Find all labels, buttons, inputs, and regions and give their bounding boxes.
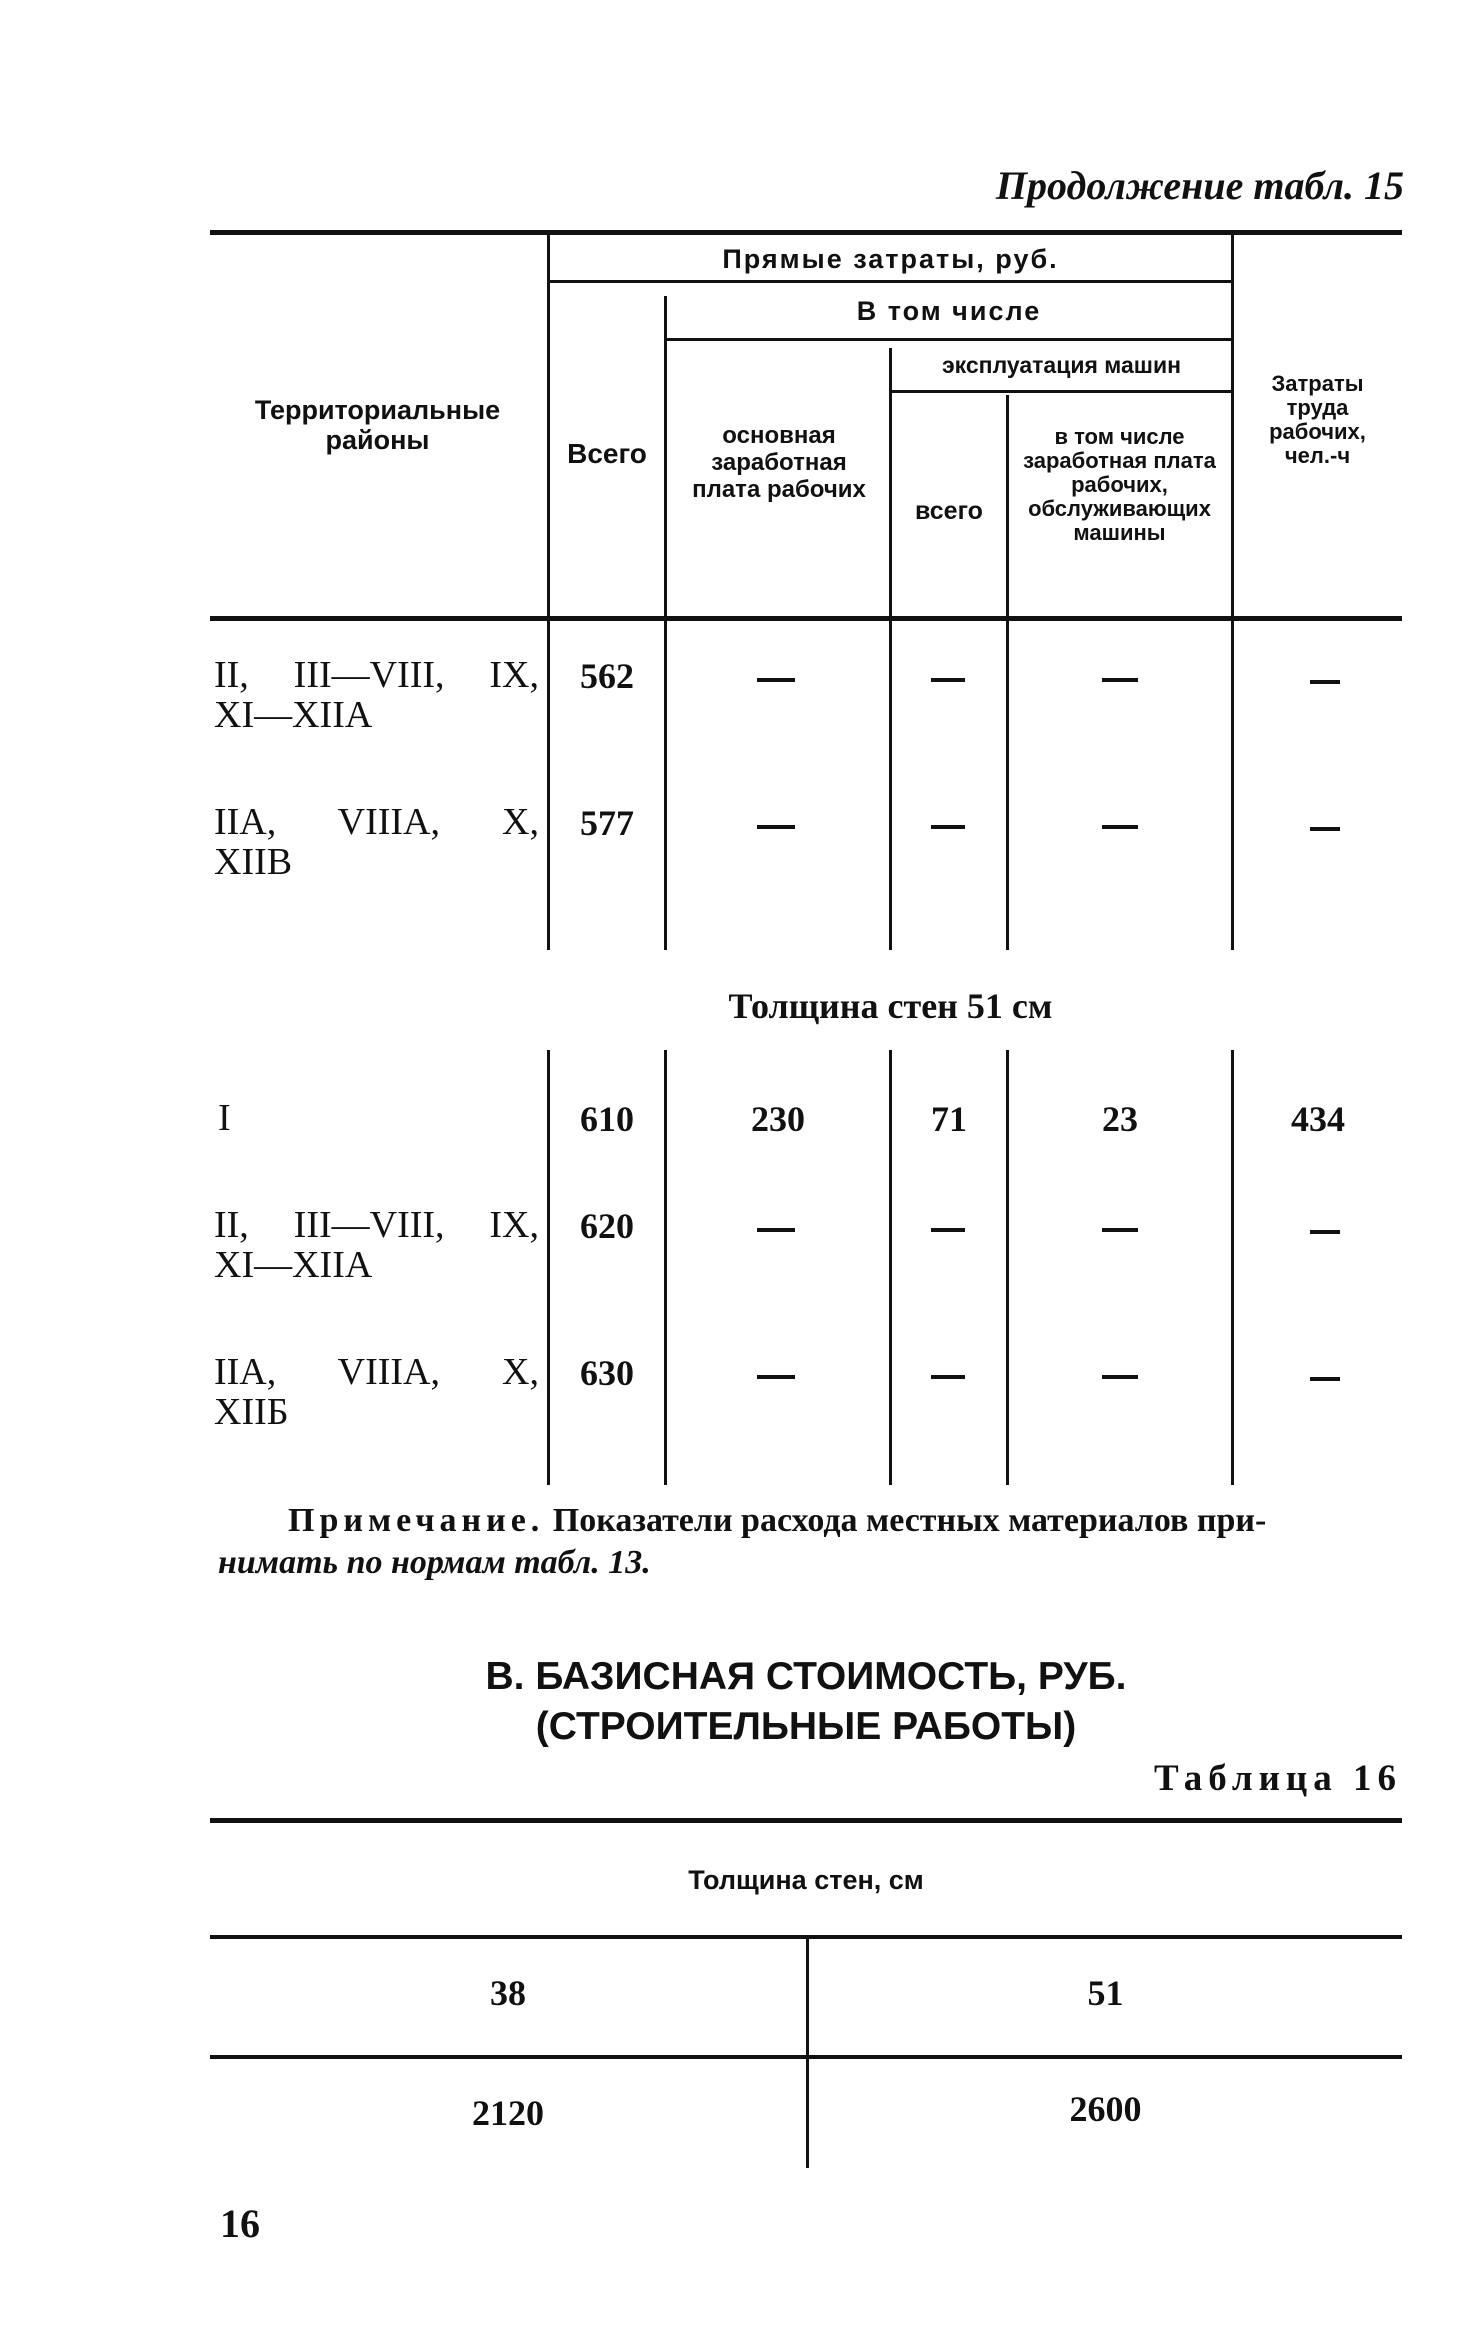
col-header-district: Территориальные районы [254,395,501,455]
col-header-direct-costs: Прямые затраты, руб. [722,244,1059,274]
note-label: Примечание. [288,1502,545,1539]
body-divider-3 [889,620,892,950]
cell-machine-wage-dash [1102,678,1138,682]
table16-caption: Таблица 16 [1154,1758,1402,1799]
table16-mid-rule [210,2055,1402,2059]
header-divider-5 [1231,233,1234,618]
table15-header-bottom-rule [210,616,1402,621]
section-heading-line: (СТРОИТЕЛЬНЫЕ РАБОТЫ) [535,1705,1077,1748]
table-row-district: IIA, VIIIA, X, [214,1351,539,1393]
header-rule-direct-costs [550,280,1231,283]
note-text: нимать по нормам табл. 13. [218,1544,651,1581]
col-header-machine-total: всего [915,497,983,525]
header-rule-machines [892,390,1231,393]
cell-labor-dash [1310,680,1340,684]
table-row-district: II, III—VIII, IX, [214,654,539,696]
col-header-labor: Затраты труда рабочих, чел.-ч [1269,371,1366,468]
section-title-wall-51: Толщина стен 51 см [728,986,1053,1026]
section-heading-line: В. БАЗИСНАЯ СТОИМОСТЬ, РУБ. [485,1655,1127,1698]
table16-col-51: 51 [1087,1973,1124,2013]
col-header-including: В том числе [856,296,1042,326]
table16-header: Толщина стен, см [688,1865,924,1895]
note [218,1500,1402,1584]
table15-top-rule [210,230,1402,235]
body-divider-5 [1231,620,1234,950]
col-header-total: Всего [567,438,647,469]
table16-value-51: 2600 [1069,2089,1142,2129]
body-divider-2 [664,620,667,950]
cell-machine-wage: 23 [1102,1099,1138,1139]
section-heading [210,1652,1402,1752]
note-text: Показатели расхода местных материалов при- [552,1502,1267,1539]
cell-machine-wage-dash [1102,1228,1138,1232]
header-rule-including [667,338,1231,341]
cell-basic-wage-dash [757,1375,795,1379]
table-row-district: XI—XIIA [214,694,373,736]
cell-machine-total-dash [931,678,965,682]
header-divider-3 [889,348,892,618]
cell-machine-wage-dash [1102,1375,1138,1379]
table16-col-38: 38 [490,1973,526,2013]
page-number: 16 [220,2201,260,2246]
cell-total: 620 [580,1206,634,1246]
body-divider-4 [1006,620,1009,950]
table-row-district: I [218,1097,231,1139]
header-divider-2 [664,296,667,618]
cell-machine-total: 71 [931,1099,967,1139]
table16-value-38: 2120 [472,2093,544,2133]
col-header-machine-wage: в том числе заработная плата рабочих, обслуживающих машины [1023,424,1216,545]
cell-total: 610 [580,1099,634,1139]
table-row-district: II, III—VIII, IX, [214,1204,539,1246]
cell-basic-wage-dash [757,825,795,829]
cell-machine-total-dash [931,1228,965,1232]
cell-machine-wage-dash [1102,825,1138,829]
col-header-basic-wage: основная заработная плата рабочих [692,422,866,503]
cell-labor: 434 [1291,1099,1345,1139]
table-row-district: XIIB [214,841,293,883]
table-row-district: XIIБ [214,1391,289,1433]
cell-total: 577 [580,803,634,843]
header-divider-4 [1006,395,1009,618]
cell-basic-wage-dash [757,678,795,682]
cell-basic-wage-dash [757,1228,795,1232]
cell-labor-dash [1310,1230,1340,1234]
header-divider-1 [547,233,550,618]
table-row-district: IIA, VIIIA, X, [214,801,539,843]
cell-total: 630 [580,1353,634,1393]
cell-basic-wage: 230 [751,1099,805,1139]
continuation-header: Продолжение табл. 15 [995,163,1404,208]
cell-labor-dash [1310,827,1340,831]
cell-machine-total-dash [931,825,965,829]
col-header-machine-operation: эксплуатация машин [941,352,1182,378]
table16-top-rule [210,1818,1402,1823]
cell-labor-dash [1310,1377,1340,1381]
cell-total: 562 [580,656,634,696]
cell-machine-total-dash [931,1375,965,1379]
table-row-district: XI—XIIA [214,1244,373,1286]
